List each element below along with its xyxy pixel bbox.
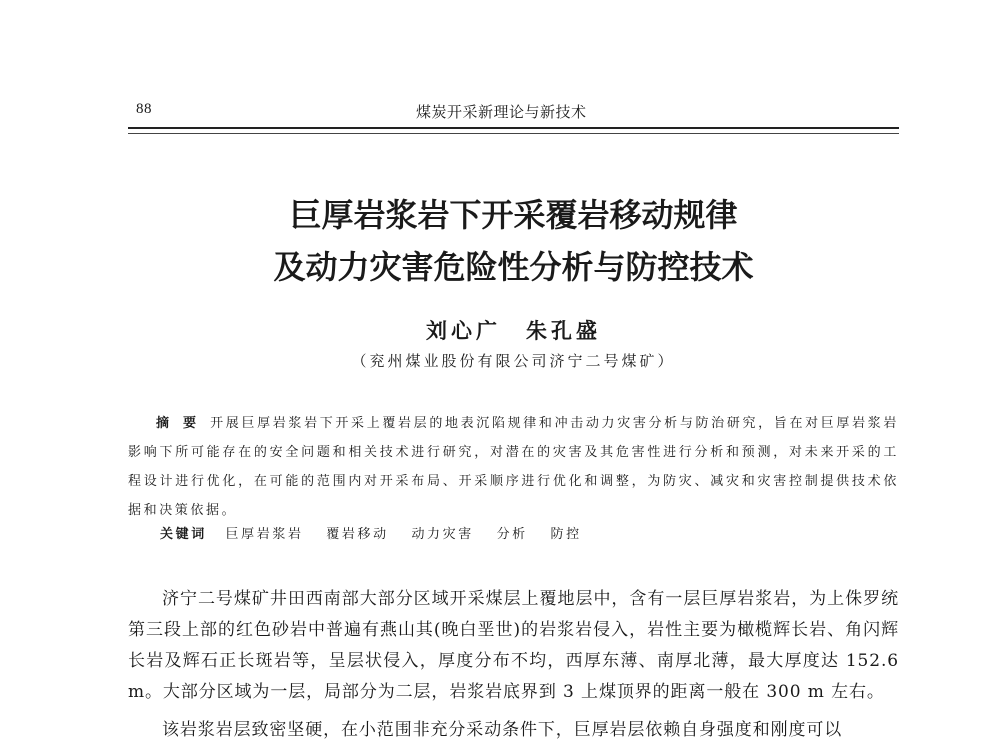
article-title-line-2: 及动力灾害危险性分析与防控技术: [273, 248, 754, 286]
abstract-label: 摘要: [156, 416, 211, 431]
abstract: [128, 409, 899, 525]
header-rule: [128, 127, 899, 129]
keyword: 防控: [550, 527, 582, 542]
abstract-text: 开展巨厚岩浆岩下开采上覆岩层的地表沉陷规律和冲击动力灾害分析与防治研究，旨在对巨厚岩浆岩影响下所可能存在的安全问题和相关技术进行研究，对潜在的灾害及其危害性进行分析和预测，对未来开采的工程设计进行优化，在可能的范围内对开采布局、开采顺序进行优化和调整，为防灾、减灾和灾害控制提供技术依据和决策依据。: [128, 416, 899, 518]
body-text: [128, 584, 899, 746]
body-paragraph: 济宁二号煤矿井田西南部大部分区域开采煤层上覆地层中，含有一层巨厚岩浆岩，为上侏罗统第三段上部的红色砂岩中普遍有燕山其(晚白垩世)的岩浆岩侵入，岩性主要为橄榄辉长岩、角闪辉长岩及辉石正长斑岩等，呈层状侵入，厚度分布不均，西厚东薄、南厚北薄，最大厚度达 152.6 m。大部分区域为一层，局部分为二层，岩浆岩底界到 3 上煤顶界的距离一般在 300 m 左右。: [128, 589, 899, 702]
keyword: 覆岩移动: [326, 527, 389, 542]
keyword: 分析: [496, 527, 528, 542]
running-header-title: 煤炭开采新理论与新技术: [416, 103, 587, 121]
authors: 刘心广 朱孔盛: [426, 318, 601, 343]
header-rule-thin: [128, 133, 899, 134]
page-number: 88: [136, 101, 152, 117]
keyword: 动力灾害: [411, 527, 474, 542]
affiliation: （兖州煤业股份有限公司济宁二号煤矿）: [351, 352, 676, 370]
keywords-label: 关键词: [160, 527, 207, 542]
keywords: [160, 523, 598, 542]
keyword: 巨厚岩浆岩: [225, 527, 304, 542]
body-paragraph: 该岩浆岩层致密坚硬，在小范围非充分采动条件下，巨厚岩层依赖自身强度和刚度可以: [162, 720, 843, 740]
article-title-line-1: 巨厚岩浆岩下开采覆岩移动规律: [289, 196, 738, 234]
